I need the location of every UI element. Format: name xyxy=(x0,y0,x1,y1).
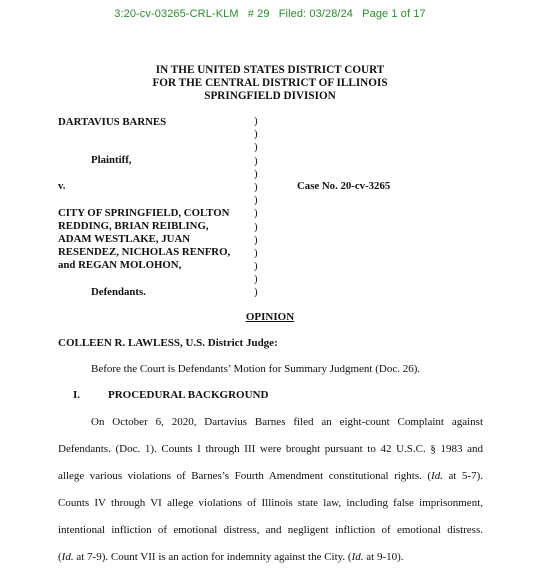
court-division: SPRINGFIELD DIVISION xyxy=(204,90,336,102)
document-number-stamp: # 29 xyxy=(247,8,270,20)
opinion-title: OPINION xyxy=(245,311,295,323)
defendants-line-2: REDDING, BRIAN REIBLING, xyxy=(58,220,209,232)
filed-date-stamp: Filed: 03/28/24 xyxy=(278,8,354,20)
page-count-stamp: Page 1 of 17 xyxy=(362,8,426,20)
defendants-line-3: ADAM WESTLAKE, JUAN xyxy=(58,233,191,245)
case-number-stamp: 3:20-cv-03265-CRL-KLM xyxy=(114,8,239,20)
section-heading: PROCEDURAL BACKGROUND xyxy=(108,389,269,401)
defendants-line-5: and REGAN MOLOHON, xyxy=(58,259,182,271)
paragraph-line-6: (Id. at 7-9). Count VII is an action for indemnity against the City. (Id. at 9-10). xyxy=(58,551,404,563)
caption-parentheses: ) ) ) ) ) ) ) ) ) ) ) ) ) ) xyxy=(254,115,258,299)
plaintiff-name: DARTAVIUS BARNES xyxy=(58,116,167,128)
filing-header-stamp xyxy=(0,8,540,20)
intro-sentence: Before the Court is Defendants’ Motion for Summary Judgment (Doc. 26). xyxy=(91,363,421,375)
case-number: Case No. 20-cv-3265 xyxy=(297,180,391,192)
paragraph-line-1: On October 6, 2020, Dartavius Barnes filed an eight-count Complaint against xyxy=(91,416,483,428)
defendants-line-1: CITY OF SPRINGFIELD, COLTON xyxy=(58,207,230,219)
versus-label: v. xyxy=(58,180,66,192)
plaintiff-label: Plaintiff, xyxy=(91,154,132,166)
defendants-line-4: RESENDEZ, NICHOLAS RENFRO, xyxy=(58,246,231,258)
court-name-line-1: IN THE UNITED STATES DISTRICT COURT xyxy=(155,64,385,76)
paragraph-line-2: Defendants. (Doc. 1). Counts I through III were brought pursuant to 42 U.S.C. § 1983 and xyxy=(58,443,483,455)
judge-name: COLLEEN R. LAWLESS, U.S. District Judge: xyxy=(58,337,278,349)
court-name-line-2: FOR THE CENTRAL DISTRICT OF ILLINOIS xyxy=(152,77,388,89)
paragraph-line-3: allege various violations of Barnes’s Fourth Amendment constitutional rights. (Id. at 5-7). xyxy=(58,470,483,482)
section-number: I. xyxy=(73,389,81,401)
paragraph-line-4: Counts IV through VI allege violations of Illinois state law, including false imprisonment, xyxy=(58,497,483,509)
paragraph-line-5: intentional infliction of emotional distress, and negligent infliction of emotional distress. xyxy=(58,524,483,536)
defendants-label: Defendants. xyxy=(91,286,146,298)
